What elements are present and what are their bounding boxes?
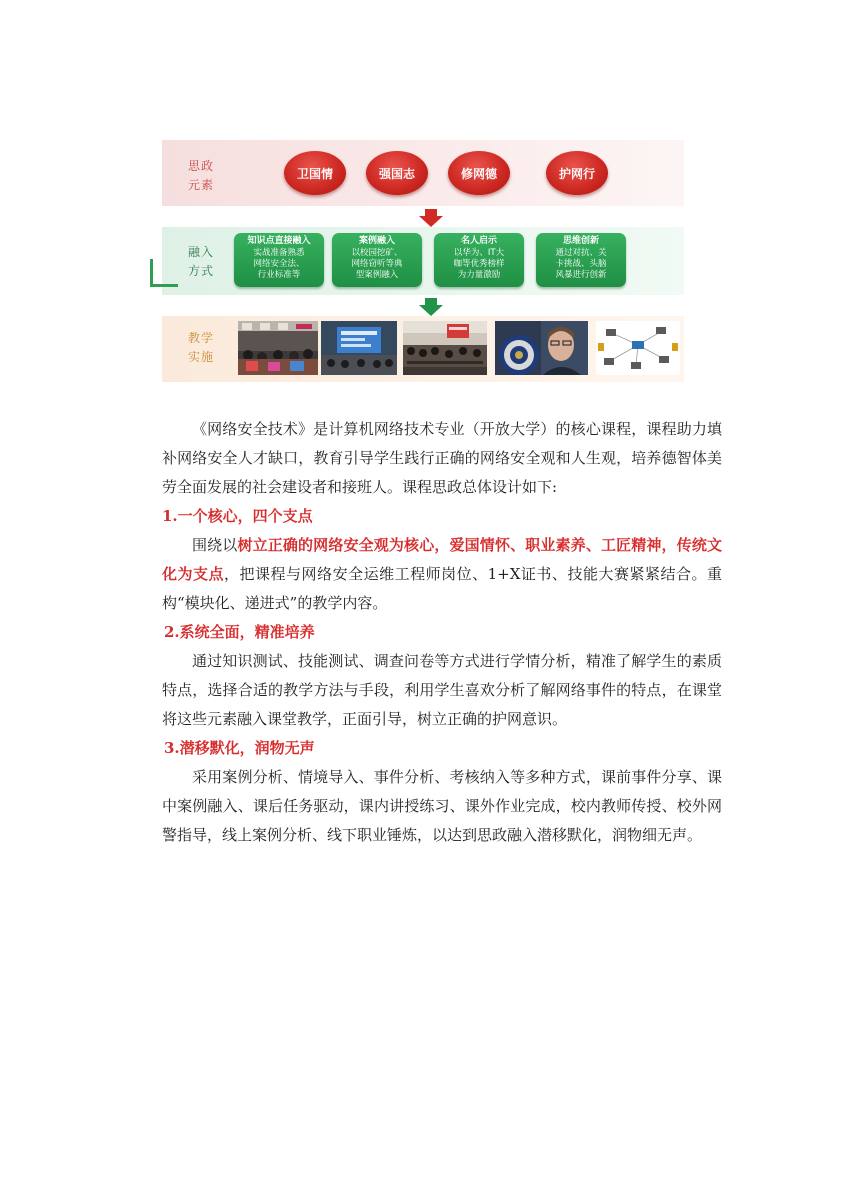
element-oval: 修网德 [448,151,510,195]
lecture-screen-photo [321,321,397,375]
teaching-label: 教学 实施 [188,331,215,364]
method-card: 知识点直接融入 实战准备熟悉 网络安全法、 行业标准等 [234,233,324,287]
arrow-down-red-icon [419,209,443,227]
element-oval: 卫国情 [284,151,346,195]
section3-paragraph: 采用案例分析、情境导入、事件分析、考核纳入等多种方式，课前事件分享、课中案例融入、课后任务驱动，课内讲授练习、课外作业完成，校内教师传授、校外网警指导，线上案例分析、线下职业锤炼，以达到思政融入潜移默化，润物细无声。 [162,768,722,844]
section2-paragraph: 通过知识测试、技能测试、调查问卷等方式进行学情分析，精准了解学生的素质特点，选择合适的教学方法与手段，利用学生喜欢分析了解网络事件的特点，在课堂将这些元素融入课堂教学，正面引导，树立正确的护网意识。 [162,652,722,728]
elements-label: 思政 元素 [188,159,215,192]
section3-heading: 3.潜移默化，润物无声 [164,739,315,757]
ideology-diagram [162,138,684,384]
methods-band [162,227,684,295]
arrow-down-green-icon [419,298,443,316]
intro-paragraph: 《网络安全技术》是计算机网络技术专业（开放大学）的核心课程，课程助力填补网络安全人才缺口，教育引导学生践行正确的网络安全观和人生观，培养德智体美劳全面发展的社会建设者和接班人。课程思政总体设计如下: [162,420,722,496]
network-topology-photo [596,321,680,375]
section1-paragraph: 围绕以树立正确的网络安全观为核心，爱国情怀、职业素养、工匠精神，传统文化为支点，把课程与网络安全运维工程师岗位、1+X证书、技能大赛紧紧结合。重构“模块化、递进式”的教学内容。 [162,536,722,612]
teaching-band [162,316,684,382]
classroom-photo [238,321,318,375]
section2-heading: 2.系统全面，精准培养 [164,623,315,641]
element-oval: 护网行 [546,151,608,195]
element-oval: 强国志 [366,151,428,195]
students-classroom-photo [403,321,487,375]
section1-emphasis: 树立正确的网络安全观为核心，爱国情怀、职业素养、工匠精神，传统文化为支点 [162,536,722,583]
portrait-photo [495,321,588,375]
methods-label: 融入 方式 [188,245,215,278]
elements-band [162,140,684,206]
method-card: 案例融入 以校园挖矿、 网络窃听等典 型案例融入 [332,233,422,287]
article-body [162,415,722,850]
method-card: 思维创新 通过对抗、关 卡挑战、头脑 风暴进行创新 [536,233,626,287]
corner-bracket-icon [150,259,178,287]
section1-heading: 1.一个核心，四个支点 [162,507,313,525]
method-card: 名人启示 以华为、IT大 咖等优秀榜样 为力量激励 [434,233,524,287]
